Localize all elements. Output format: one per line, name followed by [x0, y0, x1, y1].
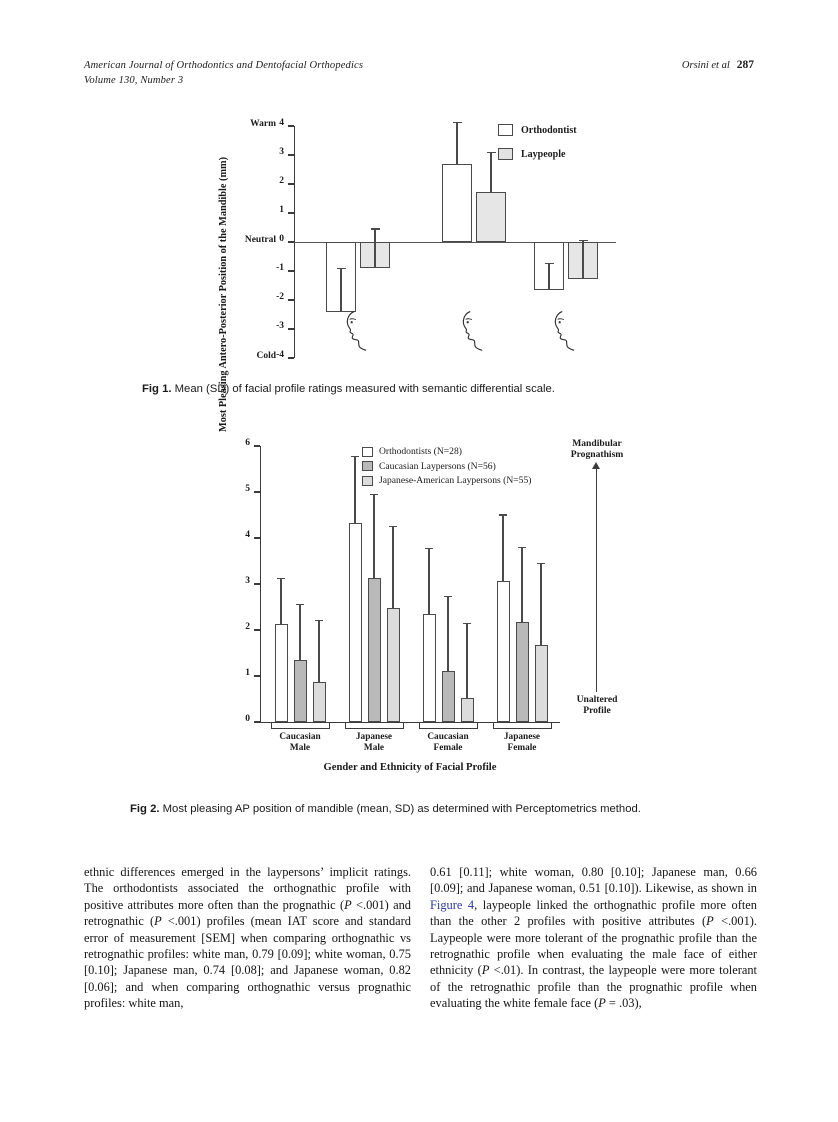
fig2-y-tick	[245, 668, 260, 679]
fig1-legend-item	[498, 124, 577, 136]
fig1-error-bar	[340, 269, 341, 313]
fig2-error-bar-cap	[296, 604, 304, 605]
fig1-legend-swatch	[498, 148, 513, 160]
fig2-legend-item	[362, 461, 531, 472]
fig2-error-bar-cap	[425, 548, 433, 549]
fig2-direction-arrow-head	[592, 462, 600, 469]
face-profile-icon	[552, 304, 580, 365]
fig1-error-bar-cap	[545, 263, 554, 264]
figure-1	[236, 118, 616, 368]
fig2-error-bar	[428, 548, 429, 614]
fig2-error-bar-cap	[389, 526, 397, 527]
fig1-error-bar-cap	[487, 152, 496, 153]
fig2-legend-item	[362, 446, 531, 457]
fig1-y-tick-label: -2	[276, 292, 284, 303]
fig2-y-tick	[245, 438, 260, 449]
fig1-legend-label: Laypeople	[521, 148, 566, 160]
fig2-group-label: Japanese Male	[355, 732, 393, 753]
fig2-direction-arrow-line	[596, 468, 597, 692]
fig2-error-bar	[447, 596, 448, 671]
fig2-y-tick	[245, 484, 260, 495]
fig2-group-label: Caucasian Male	[279, 732, 321, 753]
fig1-y-tick	[279, 118, 294, 129]
fig2-error-bar	[318, 621, 319, 682]
fig2-bar-series-2	[387, 608, 400, 722]
fig2-group-bracket	[345, 723, 404, 729]
fig2-group-bracket	[271, 723, 330, 729]
fig2-bar-series-2	[461, 698, 474, 722]
fig2-legend-swatch	[362, 476, 373, 486]
fig2-bar-series-1	[368, 578, 381, 722]
body-text-right-column: 0.61 [0.11]; white woman, 0.80 [0.10]; Japanese man, 0.66 [0.09]; and Japanese woman, 0.51 [0.10]). Likewise, as shown in Figure 4, laypeople linked the orthognathic profile more often than the other 2 profiles with positive attributes (P <.001). Laypeople were more tolerant of the prognathic profile than the retrognathic profile when evaluating the male face of either ethnicity (P <.01). In contrast, the laypeople were more tolerant of the retrognathic profile than the prognathic profile when evaluating the white female face (P = .03),	[430, 865, 757, 1011]
fig1-legend-label: Orthodontist	[521, 124, 577, 136]
fig1-y-tick	[279, 176, 294, 187]
face-profile-icon	[344, 304, 372, 365]
fig2-error-bar-cap	[444, 596, 452, 597]
fig1-error-bar	[456, 123, 457, 165]
figure-2-caption-label: Fig 2.	[130, 803, 160, 815]
fig1-y-tick-label: 0	[279, 234, 284, 245]
fig1-y-tick-label: 2	[279, 176, 284, 187]
fig1-y-tick-label: -3	[276, 321, 284, 332]
fig2-error-bar-cap	[351, 456, 359, 457]
fig1-legend	[498, 124, 577, 172]
fig1-legend-item	[498, 148, 577, 160]
fig2-bar-series-1	[516, 622, 529, 722]
body-text-left-column: ethnic differences emerged in the laypersons’ implicit ratings. The orthodontists associated the orthognathic profile with positive attributes more often than the prognathic (P <.001) and retrognathic (P <.001) profiles (mean IAT score and standard error of measurement [SEM] when comparing orthognathic vs retrognathic profiles: white man, 0.79 [0.09]; white woman, 0.75 [0.10]; Japanese man, 0.74 [0.08]; and Japanese woman, 0.82 [0.06]; and when comparing orthognathic versus prognathic profiles: white man,	[84, 865, 412, 1011]
journal-title: American Journal of Orthodontics and Dentofacial Orthopedics	[84, 60, 364, 71]
fig2-error-bar	[280, 578, 281, 624]
figure-1-caption-label: Fig 1.	[142, 383, 172, 395]
fig2-legend-item	[362, 475, 531, 486]
fig2-error-bar	[540, 563, 541, 645]
fig2-legend-label: Japanese-American Laypersons (N=55)	[379, 475, 532, 486]
fig2-y-tick-label: 0	[245, 714, 250, 725]
fig1-legend-swatch	[498, 124, 513, 136]
figure-2-caption-text: Most pleasing AP position of mandible (mean, SD) as determined with Perceptometrics method.	[162, 803, 641, 815]
fig2-legend-swatch	[362, 461, 373, 471]
fig2-y-tick	[245, 530, 260, 541]
fig2-y-axis	[260, 446, 261, 722]
fig1-error-bar-cap	[371, 228, 380, 229]
fig2-error-bar-cap	[315, 620, 323, 621]
fig1-error-bar-cap	[453, 122, 462, 123]
fig2-bar-series-1	[294, 660, 307, 722]
fig1-error-bar	[490, 153, 491, 192]
page-number: 287	[736, 59, 754, 71]
fig2-bar-series-0	[349, 523, 362, 722]
fig1-y-tick-label: -4	[276, 350, 284, 361]
fig2-bar-series-0	[497, 581, 510, 722]
fig2-y-tick-label: 2	[245, 622, 250, 633]
fig2-x-axis-label: Gender and Ethnicity of Facial Profile	[323, 762, 497, 773]
fig2-bar-series-0	[423, 614, 436, 722]
fig2-bar-series-2	[313, 682, 326, 722]
fig2-y-tick-label: 6	[245, 438, 250, 449]
fig2-error-bar	[299, 605, 300, 660]
fig2-annotation-unaltered-profile: Unaltered Profile	[576, 694, 618, 716]
fig2-y-tick-label: 5	[245, 484, 250, 495]
fig2-y-tick	[245, 576, 260, 587]
fig1-y-tick	[276, 263, 294, 274]
fig1-y-tick	[279, 147, 294, 158]
running-head-right	[682, 58, 754, 73]
fig2-error-bar	[502, 515, 503, 581]
fig1-error-bar	[374, 229, 375, 268]
fig2-bar-series-2	[535, 645, 548, 722]
fig2-group-bracket	[493, 723, 552, 729]
running-head	[84, 58, 754, 92]
fig1-y-tick-label: 1	[279, 205, 284, 216]
fig2-legend-label: Orthodontists (N=28)	[379, 446, 462, 457]
journal-volume: Volume 130, Number 3	[84, 75, 184, 86]
fig2-bar-series-1	[442, 671, 455, 722]
fig2-legend-swatch	[362, 447, 373, 457]
fig2-y-tick	[245, 714, 260, 725]
fig1-y-tick	[276, 292, 294, 303]
face-profile-icon	[460, 304, 488, 365]
fig2-y-tick-label: 3	[245, 576, 250, 587]
article-authors: Orsini et al	[681, 60, 730, 71]
fig1-label-neutral: Neutral	[244, 235, 276, 245]
fig2-error-bar-cap	[537, 563, 545, 564]
fig1-error-bar	[582, 241, 583, 280]
fig1-y-tick	[279, 205, 294, 216]
fig2-error-bar-cap	[277, 578, 285, 579]
fig2-y-tick	[245, 622, 260, 633]
fig1-y-tick	[279, 234, 294, 245]
fig1-y-tick-label: 3	[279, 147, 284, 158]
fig2-error-bar-cap	[518, 547, 526, 548]
fig2-legend	[362, 446, 531, 490]
fig2-bar-series-0	[275, 624, 288, 722]
fig2-error-bar-cap	[463, 623, 471, 624]
fig1-error-bar-cap	[337, 268, 346, 269]
fig1-y-tick-label: -1	[276, 263, 284, 274]
fig1-label-warm: Warm	[250, 119, 276, 129]
fig2-legend-label: Caucasian Laypersons (N=56)	[379, 460, 496, 472]
fig1-y-tick	[276, 321, 294, 332]
fig2-error-bar	[354, 456, 355, 523]
fig2-group-bracket	[419, 723, 478, 729]
fig1-bar-laypeople	[476, 192, 506, 242]
fig1-error-bar	[548, 264, 549, 291]
running-head-left	[84, 58, 363, 88]
fig1-y-tick	[276, 350, 294, 361]
fig2-error-bar	[392, 527, 393, 608]
fig2-annotation-mandibular-prognathism: Mandibular Prognathism	[570, 438, 624, 460]
fig2-error-bar-cap	[370, 494, 378, 495]
fig1-error-bar-cap	[579, 240, 588, 241]
fig1-bar-orthodontist	[442, 164, 472, 242]
fig2-y-tick-label: 1	[245, 668, 250, 679]
figure-1-caption-text: Mean (SD) of facial profile ratings measured with semantic differential scale.	[174, 383, 555, 395]
figure-2-caption	[130, 802, 722, 818]
fig2-error-bar	[466, 623, 467, 698]
fig2-error-bar	[521, 547, 522, 622]
fig1-label-cold: Cold	[256, 351, 276, 361]
fig2-y-axis-label: Most Pleasing Antero-Posterior Position of the Mandible (mm)	[218, 156, 229, 432]
fig2-y-tick-label: 4	[245, 530, 250, 541]
fig2-error-bar-cap	[499, 514, 507, 515]
fig2-group-label: Caucasian Female	[427, 732, 469, 753]
fig2-group-label: Japanese Female	[503, 732, 541, 753]
fig1-y-tick-label: 4	[279, 118, 284, 129]
fig2-error-bar	[373, 494, 374, 578]
